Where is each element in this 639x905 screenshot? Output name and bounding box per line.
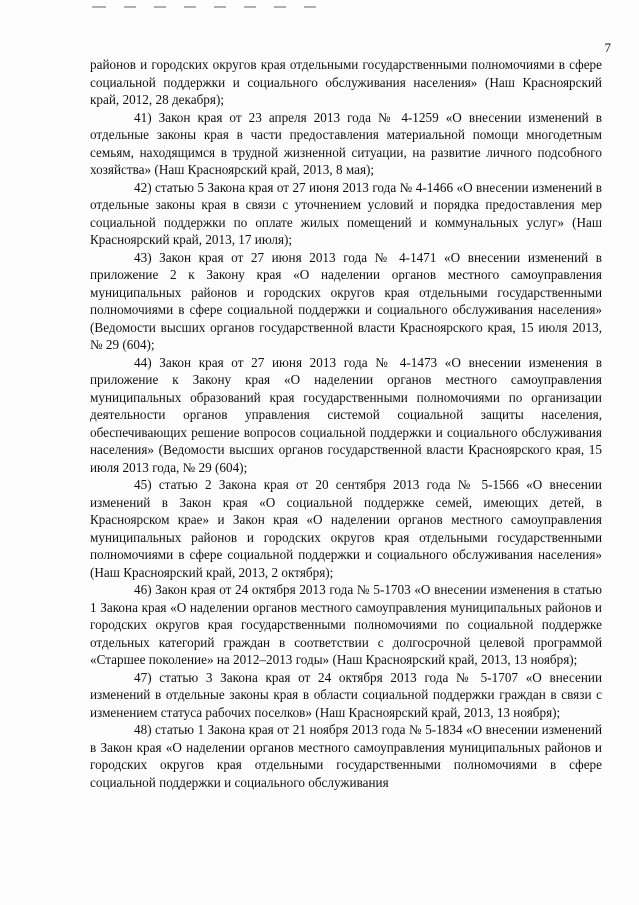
list-item-48: 48) статью 1 Закона края от 21 ноября 2013 года № 5-1834 «О внесении изменений в Закон края «О наделении органов местного самоуправления муниципальных районов и городских округов края отдельными государственными полномочиями в сфере социальной поддержки и социального обслуживания bbox=[90, 722, 602, 790]
document-body bbox=[90, 56, 602, 791]
list-item-46: 46) Закон края от 24 октября 2013 года № 5-1703 «О внесении изменения в статью 1 Закона края «О наделении органов местного самоуправления муниципальных районов и городских округов края государственными полномочиями по социальной поддержке отдельных категорий граждан в соответствии с долгосрочной целевой программой «Старшее поколение» на 2012–2013 годы» (Наш Красноярский край, 2013, 13 ноября); bbox=[90, 582, 602, 667]
scan-artifacts bbox=[92, 6, 342, 9]
list-item-41: 41) Закон края от 23 апреля 2013 года № 4-1259 «О внесении изменений в отдельные законы края в части предоставления материальной помощи многодетным семьям, находящимся в трудной жизненной ситуации, на развитие личного подсобного хозяйства» (Наш Красноярский край, 2013, 8 мая); bbox=[90, 109, 602, 177]
list-item-45: 45) статью 2 Закона края от 20 сентября 2013 года № 5-1566 «О внесении изменений в Закон края «О социальной поддержке семей, имеющих детей, в Красноярском крае» и Закон края «О наделении органов местного самоуправления муниципальных районов и городских округов края отдельными государственными полномочиями в сфере социальной поддержки и социального обслуживания населения» (Наш Красноярский край, 2013, 2 октября); bbox=[90, 477, 602, 580]
page-number: 7 bbox=[604, 40, 611, 55]
paragraph-continuation: районов и городских округов края отдельными государственными полномочиями в сфере социальной поддержки и социального обслуживания населения» (Наш Красноярский край, 2012, 28 декабря); bbox=[90, 57, 602, 107]
list-item-47: 47) статью 3 Закона края от 24 октября 2013 года № 5-1707 «О внесении изменений в отдельные законы края в области социальной поддержки граждан в связи с изменением статуса рабочих поселков» (Наш Красноярский край, 2013, 13 ноября); bbox=[90, 669, 602, 720]
list-item-44: 44) Закон края от 27 июня 2013 года № 4-1473 «О внесении изменения в приложение к Закону края «О наделении органов местного самоуправления муниципальных образований края государственными полномочиями по организации деятельности органов управления системой социальной защиты населения, обеспечивающих решение вопросов социальной поддержки и социального обслуживания населения» (Ведомости высших органов государственной власти Красноярского края, 15 июля 2013 года, № 29 (604); bbox=[90, 354, 602, 475]
list-item-42: 42) статью 5 Закона края от 27 июня 2013 года № 4-1466 «О внесении изменений в отдельные законы края в связи с уточнением условий и порядка предоставления мер социальной поддержки по оплате жилых помещений и коммунальных услуг» (Наш Красноярский край, 2013, 17 июля); bbox=[90, 179, 602, 247]
list-item-43: 43) Закон края от 27 июня 2013 года № 4-1471 «О внесении изменений в приложение 2 к Закону края «О наделении органов местного самоуправления муниципальных районов и городских округов края отдельными государственными полномочиями в сфере социальной поддержки и социального обслуживания населения» (Ведомости высших органов государственной власти Красноярского края, 15 июля 2013, № 29 (604); bbox=[90, 249, 602, 352]
